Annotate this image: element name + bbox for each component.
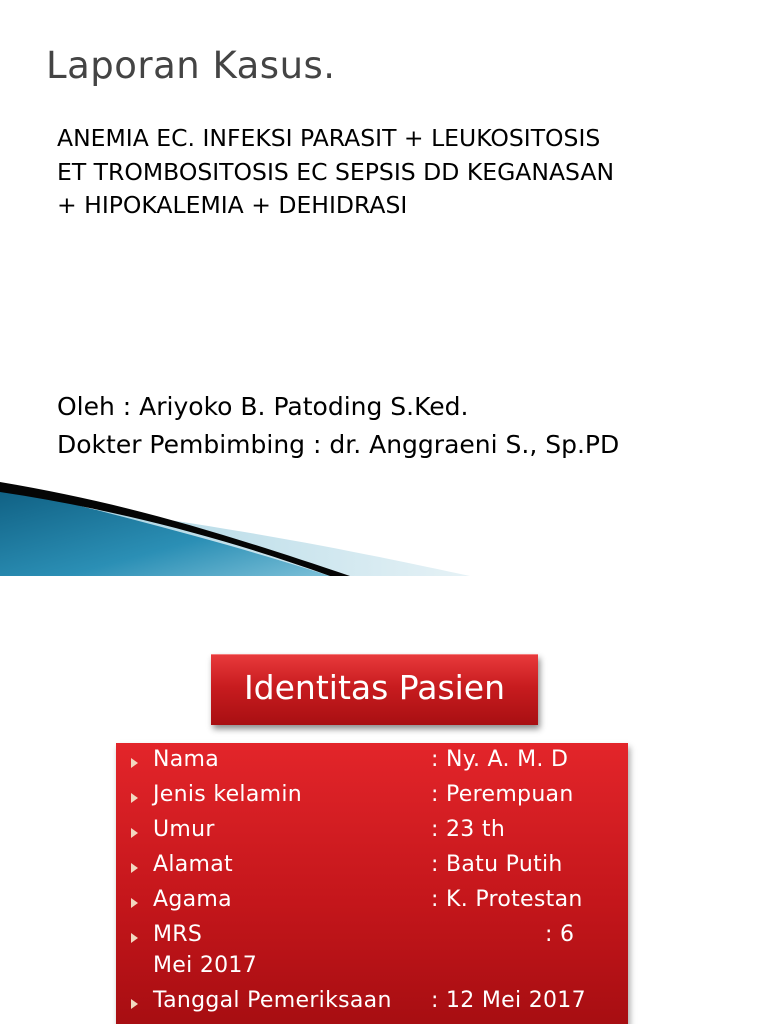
diagnosis-line: ANEMIA EC. INFEKSI PARASIT + LEUKOSITOSIS [57, 124, 601, 152]
triangle-bullet-icon [131, 793, 138, 803]
patient-info-box [116, 743, 628, 1024]
triangle-bullet-icon [131, 999, 138, 1009]
field-value-continuation: Mei 2017 [153, 953, 258, 978]
slide-title: Laporan Kasus. [46, 44, 336, 87]
patient-identity-slide [0, 576, 768, 1024]
field-value: : Batu Putih [431, 852, 563, 877]
diagnosis-line: + HIPOKALEMIA + DEHIDRASI [57, 191, 408, 219]
field-value: : Ny. A. M. D [431, 747, 569, 772]
decorative-swoosh [0, 480, 768, 576]
field-label: Jenis kelamin [153, 782, 303, 807]
field-label: Nama [153, 747, 220, 772]
diagnosis-text [57, 122, 747, 223]
section-title-box [211, 654, 538, 725]
author-block [57, 388, 619, 464]
info-row-umur [116, 817, 628, 852]
field-value: : K. Protestan [431, 887, 583, 912]
info-row-tanggal-pemeriksaan [116, 988, 628, 1023]
field-label: MRS [153, 922, 203, 947]
triangle-bullet-icon [131, 758, 138, 768]
info-row-alamat [116, 852, 628, 887]
info-row-agama [116, 887, 628, 922]
field-label: Tanggal Pemeriksaan [153, 988, 392, 1013]
triangle-bullet-icon [131, 863, 138, 873]
triangle-bullet-icon [131, 828, 138, 838]
field-value: : 23 th [431, 817, 506, 842]
field-label: Agama [153, 887, 232, 912]
field-value: : 12 Mei 2017 [431, 988, 586, 1013]
triangle-bullet-icon [131, 933, 138, 943]
field-value: : 6 [545, 922, 575, 947]
supervisor-line: Dokter Pembimbing : dr. Anggraeni S., Sp.PD [57, 430, 620, 459]
author-line: Oleh : Ariyoko B. Patoding S.Ked. [57, 392, 469, 421]
field-value: : Perempuan [431, 782, 574, 807]
field-label: Umur [153, 817, 215, 842]
field-label: Alamat [153, 852, 233, 877]
triangle-bullet-icon [131, 898, 138, 908]
info-row-nama [116, 747, 628, 782]
info-row-jenis-kelamin [116, 782, 628, 817]
section-title: Identitas Pasien [243, 668, 506, 707]
info-row-mrs [116, 922, 628, 988]
diagnosis-line: ET TROMBOSITOSIS EC SEPSIS DD KEGANASAN [57, 157, 615, 186]
